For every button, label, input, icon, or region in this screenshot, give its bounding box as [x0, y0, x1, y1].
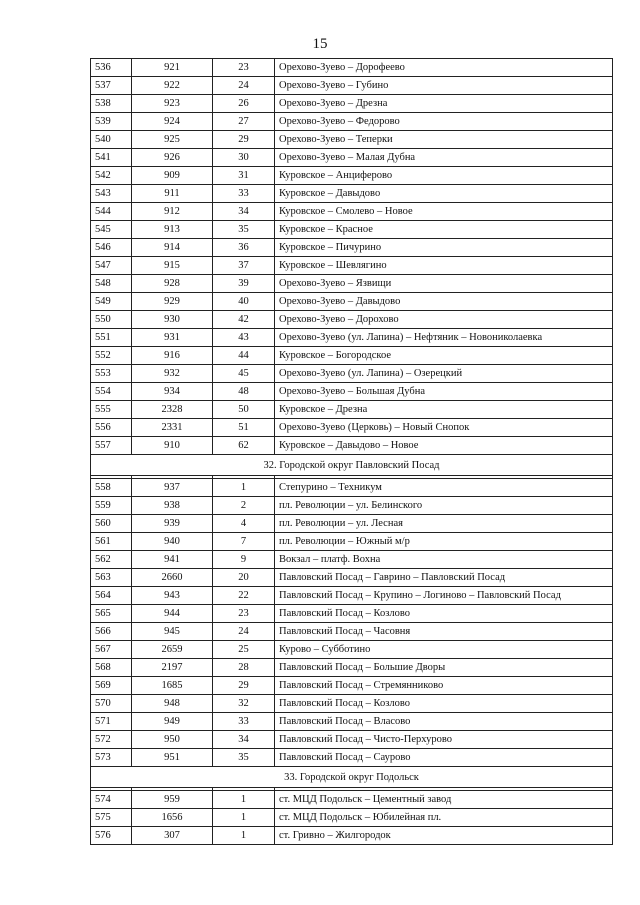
table-row [91, 623, 613, 641]
registration-number-cell: 944 [132, 605, 213, 623]
table-row [91, 113, 613, 131]
route-number-cell: 39 [213, 275, 275, 293]
table-row [91, 695, 613, 713]
route-number-cell: 34 [213, 731, 275, 749]
row-number-cell: 560 [91, 515, 132, 533]
route-number-cell: 33 [213, 713, 275, 731]
routes-table-body [91, 59, 613, 845]
table-row [91, 221, 613, 239]
registration-number-cell: 940 [132, 533, 213, 551]
route-name-cell: Павловский Посад – Козлово [275, 695, 613, 713]
route-number-cell: 40 [213, 293, 275, 311]
route-name-cell: пл. Революции – ул. Белинского [275, 497, 613, 515]
route-name-cell: Павловский Посад – Саурово [275, 749, 613, 767]
registration-number-cell: 913 [132, 221, 213, 239]
row-number-cell: 572 [91, 731, 132, 749]
route-number-cell: 36 [213, 239, 275, 257]
route-number-cell: 1 [213, 791, 275, 809]
row-number-cell: 566 [91, 623, 132, 641]
route-number-cell: 29 [213, 131, 275, 149]
registration-number-cell: 915 [132, 257, 213, 275]
page-number: 15 [312, 36, 328, 52]
registration-number-cell: 307 [132, 827, 213, 845]
registration-number-cell: 1685 [132, 677, 213, 695]
table-row [91, 167, 613, 185]
section-title: 32. Городской округ Павловский Посад [91, 455, 613, 476]
route-name-cell: Павловский Посад – Крупино – Логиново – Павловский Посад [275, 587, 613, 605]
row-number-cell: 554 [91, 383, 132, 401]
table-row [91, 311, 613, 329]
table-row [91, 605, 613, 623]
table-row [91, 437, 613, 455]
table-row [91, 293, 613, 311]
route-number-cell: 1 [213, 827, 275, 845]
route-number-cell: 35 [213, 749, 275, 767]
registration-number-cell: 959 [132, 791, 213, 809]
row-number-cell: 538 [91, 95, 132, 113]
row-number-cell: 541 [91, 149, 132, 167]
route-name-cell: Куровское – Богородское [275, 347, 613, 365]
route-name-cell: Павловский Посад – Часовня [275, 623, 613, 641]
section-header-row [91, 455, 613, 476]
route-name-cell: ст. МЦД Подольск – Юбилейная пл. [275, 809, 613, 827]
row-number-cell: 539 [91, 113, 132, 131]
row-number-cell: 556 [91, 419, 132, 437]
row-number-cell: 543 [91, 185, 132, 203]
route-number-cell: 20 [213, 569, 275, 587]
route-name-cell: Орехово-Зуево – Губино [275, 77, 613, 95]
row-number-cell: 570 [91, 695, 132, 713]
registration-number-cell: 938 [132, 497, 213, 515]
registration-number-cell: 932 [132, 365, 213, 383]
registration-number-cell: 930 [132, 311, 213, 329]
row-number-cell: 564 [91, 587, 132, 605]
route-name-cell: Орехово-Зуево – Дорохово [275, 311, 613, 329]
row-number-cell: 568 [91, 659, 132, 677]
route-name-cell: Куровское – Давыдово – Новое [275, 437, 613, 455]
route-number-cell: 44 [213, 347, 275, 365]
registration-number-cell: 924 [132, 113, 213, 131]
row-number-cell: 562 [91, 551, 132, 569]
registration-number-cell: 910 [132, 437, 213, 455]
row-number-cell: 549 [91, 293, 132, 311]
table-row [91, 533, 613, 551]
row-number-cell: 557 [91, 437, 132, 455]
route-name-cell: Куровское – Давыдово [275, 185, 613, 203]
row-number-cell: 575 [91, 809, 132, 827]
table-row [91, 329, 613, 347]
route-name-cell: Орехово-Зуево – Теперки [275, 131, 613, 149]
table-row [91, 149, 613, 167]
row-number-cell: 571 [91, 713, 132, 731]
route-name-cell: Орехово-Зуево – Малая Дубна [275, 149, 613, 167]
route-name-cell: Орехово-Зуево – Большая Дубна [275, 383, 613, 401]
registration-number-cell: 2659 [132, 641, 213, 659]
routes-table [90, 58, 613, 845]
table-row [91, 77, 613, 95]
route-number-cell: 51 [213, 419, 275, 437]
row-number-cell: 561 [91, 533, 132, 551]
route-name-cell: пл. Революции – ул. Лесная [275, 515, 613, 533]
route-name-cell: Павловский Посад – Чисто-Перхурово [275, 731, 613, 749]
route-number-cell: 7 [213, 533, 275, 551]
route-name-cell: Павловский Посад – Гаврино – Павловский Посад [275, 569, 613, 587]
registration-number-cell: 937 [132, 479, 213, 497]
route-name-cell: Степурино – Техникум [275, 479, 613, 497]
route-name-cell: Павловский Посад – Власово [275, 713, 613, 731]
table-row [91, 95, 613, 113]
table-row [91, 677, 613, 695]
route-number-cell: 43 [213, 329, 275, 347]
route-name-cell: Куровское – Шевлягино [275, 257, 613, 275]
route-name-cell: ст. МЦД Подольск – Цементный завод [275, 791, 613, 809]
route-name-cell: Орехово-Зуево – Дрезна [275, 95, 613, 113]
row-number-cell: 567 [91, 641, 132, 659]
row-number-cell: 551 [91, 329, 132, 347]
row-number-cell: 540 [91, 131, 132, 149]
route-name-cell: Куровское – Смолево – Новое [275, 203, 613, 221]
registration-number-cell: 2328 [132, 401, 213, 419]
registration-number-cell: 911 [132, 185, 213, 203]
row-number-cell: 542 [91, 167, 132, 185]
registration-number-cell: 950 [132, 731, 213, 749]
route-name-cell: Куровское – Пичурино [275, 239, 613, 257]
registration-number-cell: 934 [132, 383, 213, 401]
registration-number-cell: 923 [132, 95, 213, 113]
row-number-cell: 552 [91, 347, 132, 365]
registration-number-cell: 926 [132, 149, 213, 167]
row-number-cell: 558 [91, 479, 132, 497]
route-number-cell: 26 [213, 95, 275, 113]
registration-number-cell: 951 [132, 749, 213, 767]
route-number-cell: 34 [213, 203, 275, 221]
route-number-cell: 62 [213, 437, 275, 455]
route-number-cell: 22 [213, 587, 275, 605]
table-row [91, 827, 613, 845]
table-row [91, 731, 613, 749]
route-number-cell: 4 [213, 515, 275, 533]
registration-number-cell: 922 [132, 77, 213, 95]
route-number-cell: 1 [213, 809, 275, 827]
route-name-cell: ст. Гривно – Жилгородок [275, 827, 613, 845]
table-row [91, 809, 613, 827]
route-number-cell: 50 [213, 401, 275, 419]
row-number-cell: 574 [91, 791, 132, 809]
table-row [91, 383, 613, 401]
row-number-cell: 545 [91, 221, 132, 239]
row-number-cell: 553 [91, 365, 132, 383]
section-header-row [91, 767, 613, 788]
row-number-cell: 559 [91, 497, 132, 515]
table-row [91, 185, 613, 203]
route-number-cell: 1 [213, 479, 275, 497]
route-name-cell: Павловский Посад – Большие Дворы [275, 659, 613, 677]
registration-number-cell: 943 [132, 587, 213, 605]
registration-number-cell: 916 [132, 347, 213, 365]
table-row [91, 641, 613, 659]
route-name-cell: Орехово-Зуево (ул. Лапина) – Озерецкий [275, 365, 613, 383]
route-number-cell: 33 [213, 185, 275, 203]
registration-number-cell: 945 [132, 623, 213, 641]
route-name-cell: Павловский Посад – Стремянниково [275, 677, 613, 695]
registration-number-cell: 912 [132, 203, 213, 221]
registration-number-cell: 925 [132, 131, 213, 149]
row-number-cell: 544 [91, 203, 132, 221]
table-row [91, 479, 613, 497]
registration-number-cell: 928 [132, 275, 213, 293]
route-number-cell: 48 [213, 383, 275, 401]
route-name-cell: Орехово-Зуево (ул. Лапина) – Нефтяник – Новониколаевка [275, 329, 613, 347]
route-name-cell: Куровское – Красное [275, 221, 613, 239]
row-number-cell: 546 [91, 239, 132, 257]
route-name-cell: Орехово-Зуево – Давыдово [275, 293, 613, 311]
registration-number-cell: 2331 [132, 419, 213, 437]
route-name-cell: Куровское – Анциферово [275, 167, 613, 185]
row-number-cell: 565 [91, 605, 132, 623]
row-number-cell: 563 [91, 569, 132, 587]
row-number-cell: 569 [91, 677, 132, 695]
registration-number-cell: 941 [132, 551, 213, 569]
route-name-cell: Павловский Посад – Козлово [275, 605, 613, 623]
registration-number-cell: 2660 [132, 569, 213, 587]
route-number-cell: 31 [213, 167, 275, 185]
route-number-cell: 25 [213, 641, 275, 659]
row-number-cell: 537 [91, 77, 132, 95]
route-name-cell: Орехово-Зуево (Церковь) – Новый Снопок [275, 419, 613, 437]
route-number-cell: 2 [213, 497, 275, 515]
registration-number-cell: 929 [132, 293, 213, 311]
row-number-cell: 550 [91, 311, 132, 329]
route-number-cell: 23 [213, 59, 275, 77]
row-number-cell: 576 [91, 827, 132, 845]
row-number-cell: 548 [91, 275, 132, 293]
registration-number-cell: 909 [132, 167, 213, 185]
route-name-cell: Орехово-Зуево – Дорофеево [275, 59, 613, 77]
table-row [91, 419, 613, 437]
row-number-cell: 555 [91, 401, 132, 419]
route-number-cell: 32 [213, 695, 275, 713]
route-number-cell: 27 [213, 113, 275, 131]
route-name-cell: Орехово-Зуево – Федорово [275, 113, 613, 131]
registration-number-cell: 939 [132, 515, 213, 533]
table-row [91, 515, 613, 533]
route-name-cell: пл. Революции – Южный м/р [275, 533, 613, 551]
registration-number-cell: 931 [132, 329, 213, 347]
route-number-cell: 37 [213, 257, 275, 275]
table-row [91, 551, 613, 569]
table-row [91, 791, 613, 809]
routes-table-container [90, 58, 613, 845]
row-number-cell: 573 [91, 749, 132, 767]
route-number-cell: 24 [213, 77, 275, 95]
row-number-cell: 547 [91, 257, 132, 275]
registration-number-cell: 914 [132, 239, 213, 257]
route-number-cell: 28 [213, 659, 275, 677]
route-number-cell: 24 [213, 623, 275, 641]
table-row [91, 587, 613, 605]
registration-number-cell: 949 [132, 713, 213, 731]
table-row [91, 203, 613, 221]
route-number-cell: 45 [213, 365, 275, 383]
table-row [91, 131, 613, 149]
route-number-cell: 29 [213, 677, 275, 695]
table-row [91, 275, 613, 293]
table-row [91, 347, 613, 365]
registration-number-cell: 2197 [132, 659, 213, 677]
section-title: 33. Городской округ Подольск [91, 767, 613, 788]
table-row [91, 749, 613, 767]
route-name-cell: Куровское – Дрезна [275, 401, 613, 419]
registration-number-cell: 921 [132, 59, 213, 77]
registration-number-cell: 948 [132, 695, 213, 713]
row-number-cell: 536 [91, 59, 132, 77]
route-number-cell: 42 [213, 311, 275, 329]
table-row [91, 497, 613, 515]
route-number-cell: 35 [213, 221, 275, 239]
table-row [91, 713, 613, 731]
table-row [91, 239, 613, 257]
route-number-cell: 9 [213, 551, 275, 569]
route-number-cell: 23 [213, 605, 275, 623]
route-number-cell: 30 [213, 149, 275, 167]
table-row [91, 401, 613, 419]
route-name-cell: Орехово-Зуево – Язвищи [275, 275, 613, 293]
table-row [91, 659, 613, 677]
registration-number-cell: 1656 [132, 809, 213, 827]
table-row [91, 257, 613, 275]
table-row [91, 365, 613, 383]
table-row [91, 569, 613, 587]
route-name-cell: Курово – Субботино [275, 641, 613, 659]
route-name-cell: Вокзал – платф. Вохна [275, 551, 613, 569]
table-row [91, 59, 613, 77]
